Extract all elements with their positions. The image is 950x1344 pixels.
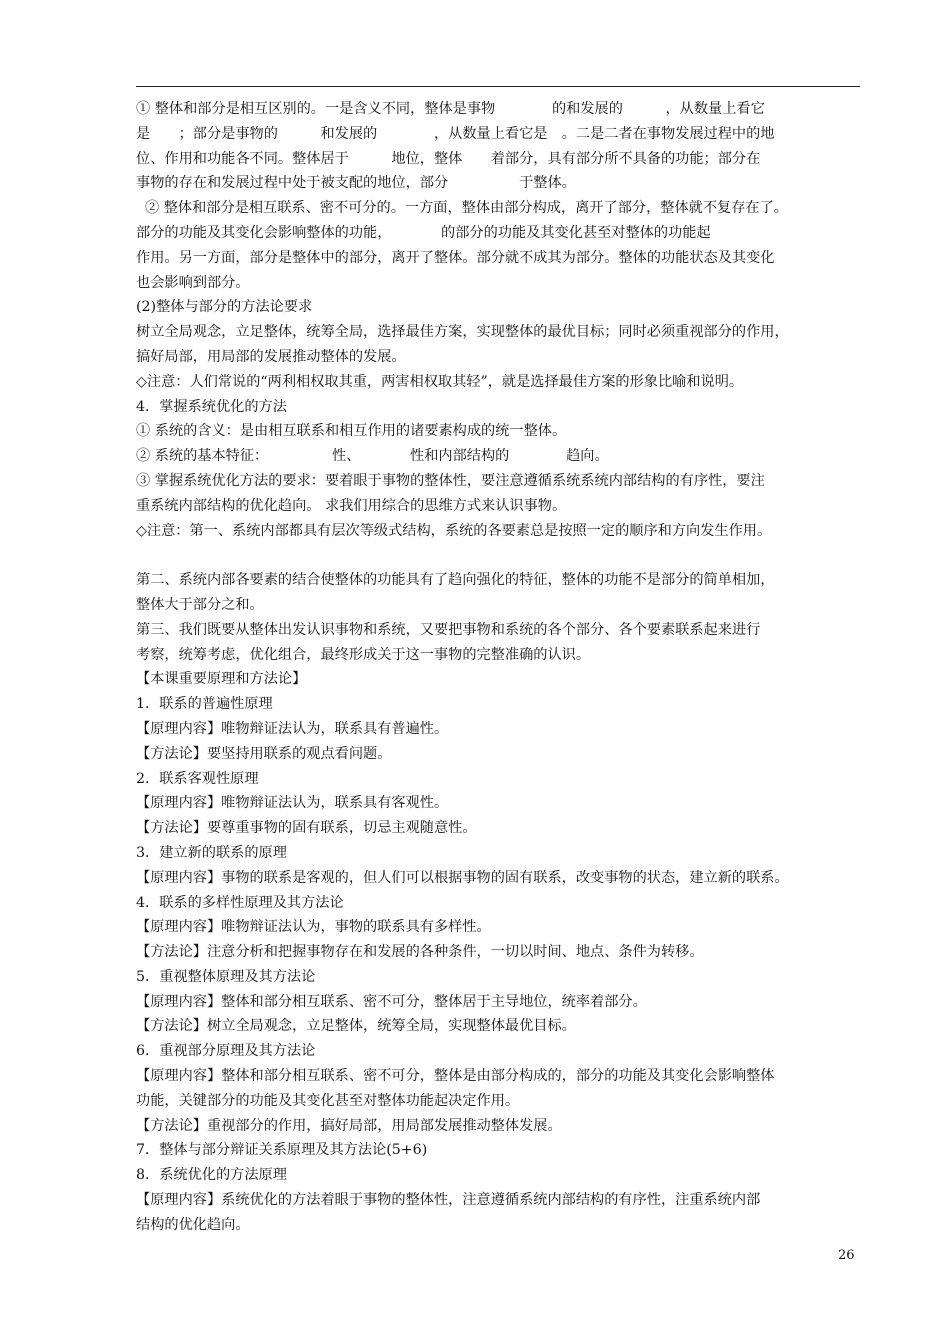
text-line: 作用。另一方面，部分是整体中的部分，离开了整体。部分就不成其为部分。整体的功能状态及其变化 — [136, 249, 775, 266]
principle-content: 结构的优化趋向。 — [136, 1216, 250, 1233]
note-line: ◇注意：人们常说的“两利相权取其重，两害相权取其轻”，就是选择最佳方案的形象比喻和说明。 — [136, 373, 744, 390]
text-line: ② 整体和部分是相互联系、密不可分的。一方面，整体由部分构成，离开了部分，整体就不复存在了。 — [145, 200, 788, 217]
text-line: ① 系统的含义：是由相互联系和相互作用的诸要素构成的统一整体。 — [136, 423, 567, 440]
methodology-line: 【方法论】树立全局观念，立足整体，统筹全局，实现整体最优目标。 — [136, 1018, 576, 1035]
principle-heading: 3．建立新的联系的原理 — [136, 844, 287, 861]
text-line: 部分的功能及其变化会影响整体的功能， 的部分的功能及其变化甚至对整体的功能起 — [136, 224, 711, 241]
text-line: 第三、我们既要从整体出发认识事物和系统，又要把事物和系统的各个部分、各个要素联系起来进行 — [136, 621, 761, 638]
principle-content: 【原理内容】唯物辩证法认为，事物的联系具有多样性。 — [136, 919, 491, 936]
principle-content: 【原理内容】事物的联系是客观的，但人们可以根据事物的固有联系，改变事物的状态，建立新的联系。 — [136, 869, 789, 886]
principle-content: 功能，关键部分的功能及其变化甚至对整体功能起决定作用。 — [136, 1092, 520, 1109]
text-line: 考察，统筹考虑，优化组合，最终形成关于这一事物的完整准确的认识。 — [136, 646, 591, 663]
text-line: 也会影响到部分。 — [136, 274, 250, 291]
text-line: 第二、系统内部各要素的结合使整体的功能具有了趋向强化的特征，整体的功能不是部分的简单相加， — [136, 572, 775, 589]
principle-heading: 4．联系的多样性原理及其方法论 — [136, 894, 344, 911]
principle-content: 【原理内容】整体和部分相互联系、密不可分，整体是由部分构成的，部分的功能及其变化会影响整体 — [136, 1068, 775, 1085]
document-body — [136, 97, 864, 1238]
text-line: 树立全局观念，立足整体，统筹全局，选择最佳方案，实现整体的最优目标；同时必须重视部分的作用， — [136, 324, 789, 341]
text-line: 事物的存在和发展过程中处于被支配的地位，部分 于整体。 — [136, 175, 576, 192]
principle-heading: 5．重视整体原理及其方法论 — [136, 968, 316, 985]
methodology-line: 【方法论】要坚持用联系的观点看问题。 — [136, 745, 392, 762]
methodology-line: 【方法论】重视部分的作用，搞好局部，用局部发展推动整体发展。 — [136, 1117, 562, 1134]
principle-heading: 2．联系客观性原理 — [136, 770, 259, 787]
page-number: 26 — [838, 1248, 855, 1263]
note-line: ◇注意：第一、系统内部都具有层次等级式结构，系统的各要素总是按照一定的顺序和方向发生作用。 — [136, 522, 772, 539]
principle-content: 【原理内容】系统优化的方法着眼于事物的整体性，注意遵循系统内部结构的有序性，注重系统内部 — [136, 1192, 761, 1209]
text-line: 搞好局部，用局部的发展推动整体的发展。 — [136, 348, 406, 365]
principle-content: 【原理内容】唯物辩证法认为，联系具有客观性。 — [136, 795, 449, 812]
text-line: 位、作用和功能各不同。整体居于 地位，整体 着部分，具有部分所不具备的功能；部分在 — [136, 150, 761, 167]
text-line: 是 ；部分是事物的 和发展的 ，从数量上看它是 。二是二者在事物发展过程中的地 — [136, 125, 775, 142]
principle-heading: 6．重视部分原理及其方法论 — [136, 1043, 316, 1060]
section-heading: (2)整体与部分的方法论要求 — [136, 299, 313, 316]
principle-content: 【原理内容】整体和部分相互联系、密不可分，整体居于主导地位，统率着部分。 — [136, 993, 647, 1010]
principle-heading: 8．系统优化的方法原理 — [136, 1167, 287, 1184]
text-line: ① 整体和部分是相互区别的。一是含义不同，整体是事物 的和发展的 ，从数量上看它 — [136, 101, 765, 117]
header-rule — [136, 86, 860, 87]
blank-line — [136, 543, 864, 568]
section-heading: 4．掌握系统优化的方法 — [136, 398, 287, 415]
text-line: ② 系统的基本特征： 性、 性和内部结构的 趋向。 — [136, 448, 609, 465]
principle-heading: 7．整体与部分辩证关系原理及其方法论(5+6) — [136, 1142, 428, 1159]
text-line: 整体大于部分之和。 — [136, 596, 264, 613]
principle-content: 【原理内容】唯物辩证法认为，联系具有普遍性。 — [136, 720, 449, 737]
methodology-line: 【方法论】要尊重事物的固有联系，切忌主观随意性。 — [136, 820, 477, 837]
section-heading: 【本课重要原理和方法论】 — [136, 671, 307, 688]
principle-heading: 1．联系的普遍性原理 — [136, 696, 273, 713]
text-line: ③ 掌握系统优化方法的要求：要着眼于事物的整体性，要注意遵循系统系统内部结构的有序性，要注 — [136, 472, 765, 489]
methodology-line: 【方法论】注意分析和把握事物存在和发展的各种条件，一切以时间、地点、条件为转移。 — [136, 944, 704, 961]
text-line: 重系统内部结构的优化趋向。 求我们用综合的思维方式来认识事物。 — [136, 497, 567, 514]
